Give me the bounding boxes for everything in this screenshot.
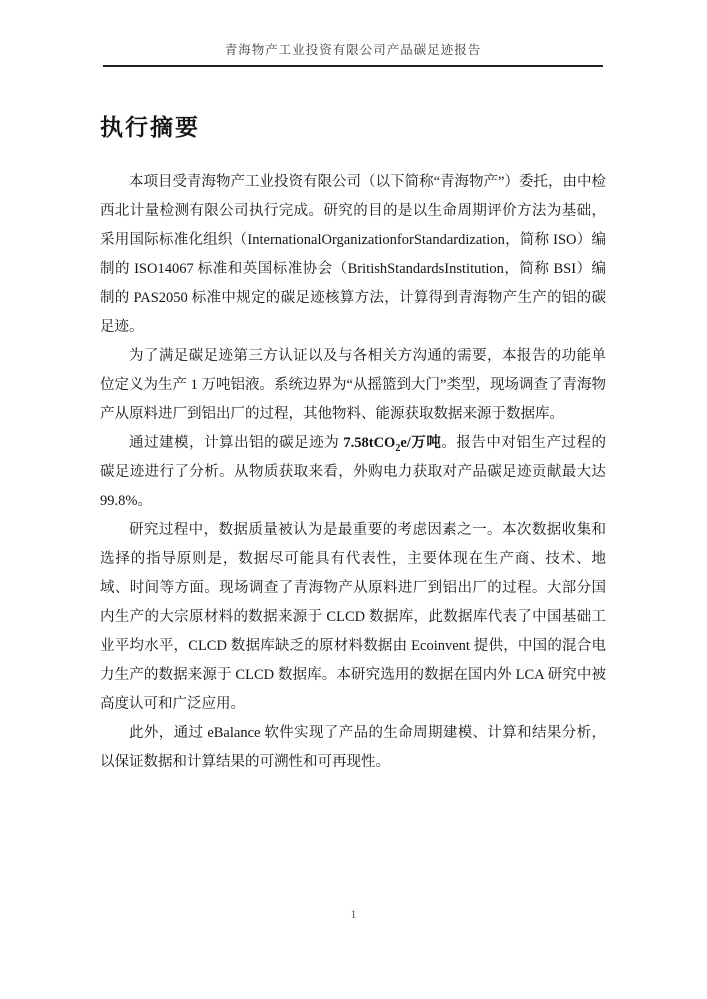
emphasis-text: 7.58tCO: [343, 435, 396, 451]
text-run: 此外，通过 eBalance 软件实现了产品的生命周期建模、计算和结果分析，以保证数据和计算结果的可溯性和可再现性。: [100, 725, 606, 770]
text-run: 通过建模，计算出铝的碳足迹为: [129, 435, 344, 451]
text-run: 。报告中对铝生产过程的碳足迹进行了分析。从物质获取来看，外购电力获取对产品碳足迹贡献最大达 99.8%。: [100, 435, 606, 509]
emphasis-text: 2: [395, 442, 401, 454]
text-run: 本项目受青海物产工业投资有限公司（以下简称“青海物产”）委托，由中检西北计量检测有限公司执行完成。研究的目的是以生命周期评价方法为基础，采用国际标准化组织（InternationalOrganizationforStandardization，简称 ISO）编制的 ISO14067 标准和英国标准协会（BritishStandardsInstitution，简称 BSI）编制的 PAS2050 标准中规定的碳足迹核算方法，计算得到青海物产生产的铝的碳足迹。: [100, 174, 606, 335]
paragraphs: [100, 168, 606, 777]
page-header: [103, 0, 603, 67]
paragraph: [100, 719, 606, 777]
paragraph: [100, 168, 606, 342]
paragraph: [100, 516, 606, 719]
text-run: 为了满足碳足迹第三方认证以及与各相关方沟通的需要，本报告的功能单位定义为生产 1 万吨铝液。系统边界为“从摇篮到大门”类型，现场调查了青海物产从原料进厂到铝出厂的过程，其他物料、能源获取数据来源于数据库。: [100, 348, 606, 422]
paragraph: [100, 342, 606, 429]
document-body: [100, 67, 606, 777]
section-heading: 执行摘要: [100, 114, 200, 140]
header-title: 青海物产工业投资有限公司产品碳足迹报告: [224, 43, 482, 57]
page-number: 1: [350, 909, 357, 921]
paragraph: [100, 429, 606, 516]
text-run: 研究过程中，数据质量被认为是最重要的考虑因素之一。本次数据收集和选择的指导原则是，数据尽可能具有代表性，主要体现在生产商、技术、地域、时间等方面。现场调查了青海物产从原料进厂到铝出厂的过程。大部分国内生产的大宗原材料的数据来源于 CLCD 数据库，此数据库代表了中国基础工业平均水平，CLCD 数据库缺乏的原材料数据由 Ecoinvent 提供，中国的混合电力生产的数据来源于 CLCD 数据库。本研究选用的数据在国内外 LCA 研究中被高度认可和广泛应用。: [100, 522, 606, 712]
emphasis-text: e/万吨: [400, 435, 442, 451]
page-footer: [0, 905, 707, 923]
